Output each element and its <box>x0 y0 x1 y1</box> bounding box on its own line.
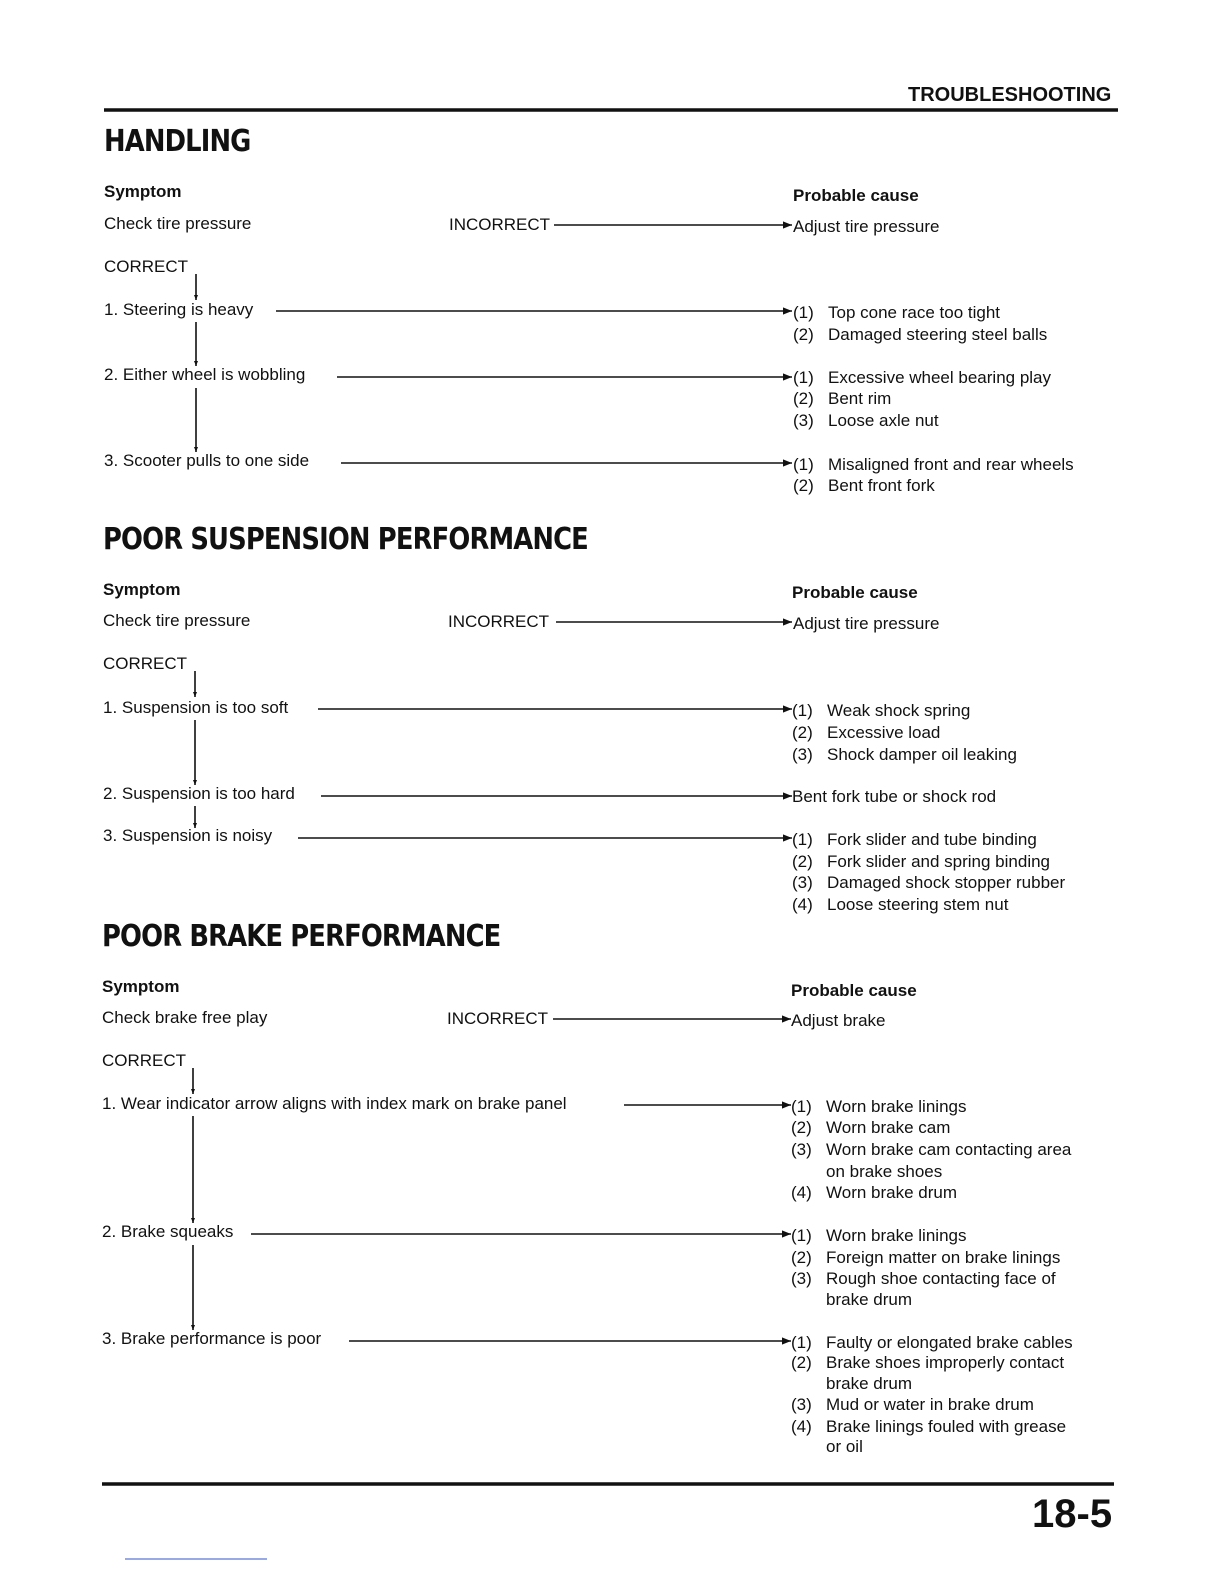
suspension-s3-cause-1: (1) Fork slider and tube binding <box>792 830 1037 849</box>
suspension-incorrect: INCORRECT <box>448 612 550 631</box>
brake-adjust: Adjust brake <box>791 1011 886 1030</box>
brake-s1-cause-2: (2) Worn brake cam <box>791 1118 951 1137</box>
suspension-s1-cause-1: (1) Weak shock spring <box>792 701 971 720</box>
suspension-symptom-label: Symptom <box>103 580 181 599</box>
brake-symptom-label: Symptom <box>102 977 180 996</box>
suspension-adjust: Adjust tire pressure <box>793 614 940 633</box>
brake-incorrect: INCORRECT <box>447 1009 549 1028</box>
handling-s2-cause-3: (3) Loose axle nut <box>793 411 939 430</box>
brake-s3-cause-2: (2) Brake shoes improperly contact <box>791 1353 1065 1372</box>
brake-symptom-3: 3. Brake performance is poor <box>102 1329 322 1348</box>
running-title: TROUBLESHOOTING <box>908 84 1112 106</box>
handling-symptom-3: 3. Scooter pulls to one side <box>104 451 310 470</box>
suspension-symptom-1: 1. Suspension is too soft <box>103 698 289 717</box>
brake-s2-cause-3: (3) Rough shoe contacting face of <box>791 1269 1056 1288</box>
handling-incorrect: INCORRECT <box>449 215 551 234</box>
page-number: 18-5 <box>1032 1492 1113 1536</box>
suspension-check: Check tire pressure <box>103 611 251 630</box>
suspension-s1-cause-3: (3) Shock damper oil leaking <box>792 745 1017 764</box>
brake-s3-cause-4: (4) Brake linings fouled with grease <box>791 1417 1067 1436</box>
handling-cause-label: Probable cause <box>793 186 919 205</box>
suspension-s3-cause-4: (4) Loose steering stem nut <box>792 895 1009 914</box>
brake-s1-cause-4: (4) Worn brake drum <box>791 1183 958 1202</box>
handling-correct: CORRECT <box>104 257 189 276</box>
brake-s1-cause-1: (1) Worn brake linings <box>791 1097 967 1116</box>
brake-cause-label: Probable cause <box>791 981 917 1000</box>
handling-s3-cause-2: (2) Bent front fork <box>793 476 935 495</box>
brake-s2-cause-3-cont: brake drum <box>826 1290 912 1309</box>
brake-check: Check brake free play <box>102 1008 268 1027</box>
suspension-title: POOR SUSPENSION PERFORMANCE <box>103 522 588 557</box>
brake-s1-cause-3: (3) Worn brake cam contacting area <box>791 1140 1072 1159</box>
handling-s2-cause-2: (2) Bent rim <box>793 389 892 408</box>
handling-symptom-2: 2. Either wheel is wobbling <box>104 365 306 384</box>
brake-symptom-2: 2. Brake squeaks <box>102 1222 234 1241</box>
brake-symptom-1: 1. Wear indicator arrow aligns with index mark on brake panel <box>102 1094 567 1113</box>
handling-check: Check tire pressure <box>104 214 252 233</box>
handling-s2-cause-1: (1) Excessive wheel bearing play <box>793 368 1052 387</box>
suspension-s2-cause: Bent fork tube or shock rod <box>792 787 997 806</box>
brake-correct: CORRECT <box>102 1051 187 1070</box>
handling-symptom-1: 1. Steering is heavy <box>104 300 254 319</box>
brake-s3-cause-4-cont: or oil <box>826 1437 863 1456</box>
brake-s2-cause-2: (2) Foreign matter on brake linings <box>791 1248 1061 1267</box>
handling-title: HANDLING <box>104 124 251 159</box>
suspension-symptom-2: 2. Suspension is too hard <box>103 784 295 803</box>
suspension-cause-label: Probable cause <box>792 583 918 602</box>
suspension-s1-cause-2: (2) Excessive load <box>792 723 941 742</box>
suspension-correct: CORRECT <box>103 654 188 673</box>
handling-s1-cause-1: (1) Top cone race too tight <box>793 303 1001 322</box>
handling-s1-cause-2: (2) Damaged steering steel balls <box>793 325 1048 344</box>
suspension-s3-cause-2: (2) Fork slider and spring binding <box>792 852 1051 871</box>
suspension-s3-cause-3: (3) Damaged shock stopper rubber <box>792 873 1066 892</box>
brake-s3-cause-2-cont: brake drum <box>826 1374 912 1393</box>
brake-s3-cause-3: (3) Mud or water in brake drum <box>791 1395 1034 1414</box>
handling-symptom-label: Symptom <box>104 182 182 201</box>
brake-s3-cause-1: (1) Faulty or elongated brake cables <box>791 1333 1073 1352</box>
suspension-symptom-3: 3. Suspension is noisy <box>103 826 273 845</box>
handling-adjust: Adjust tire pressure <box>793 217 940 236</box>
brake-s1-cause-3-cont: on brake shoes <box>826 1162 943 1181</box>
handling-s3-cause-1: (1) Misaligned front and rear wheels <box>793 455 1074 474</box>
brake-s2-cause-1: (1) Worn brake linings <box>791 1226 967 1245</box>
brake-title: POOR BRAKE PERFORMANCE <box>102 919 501 954</box>
